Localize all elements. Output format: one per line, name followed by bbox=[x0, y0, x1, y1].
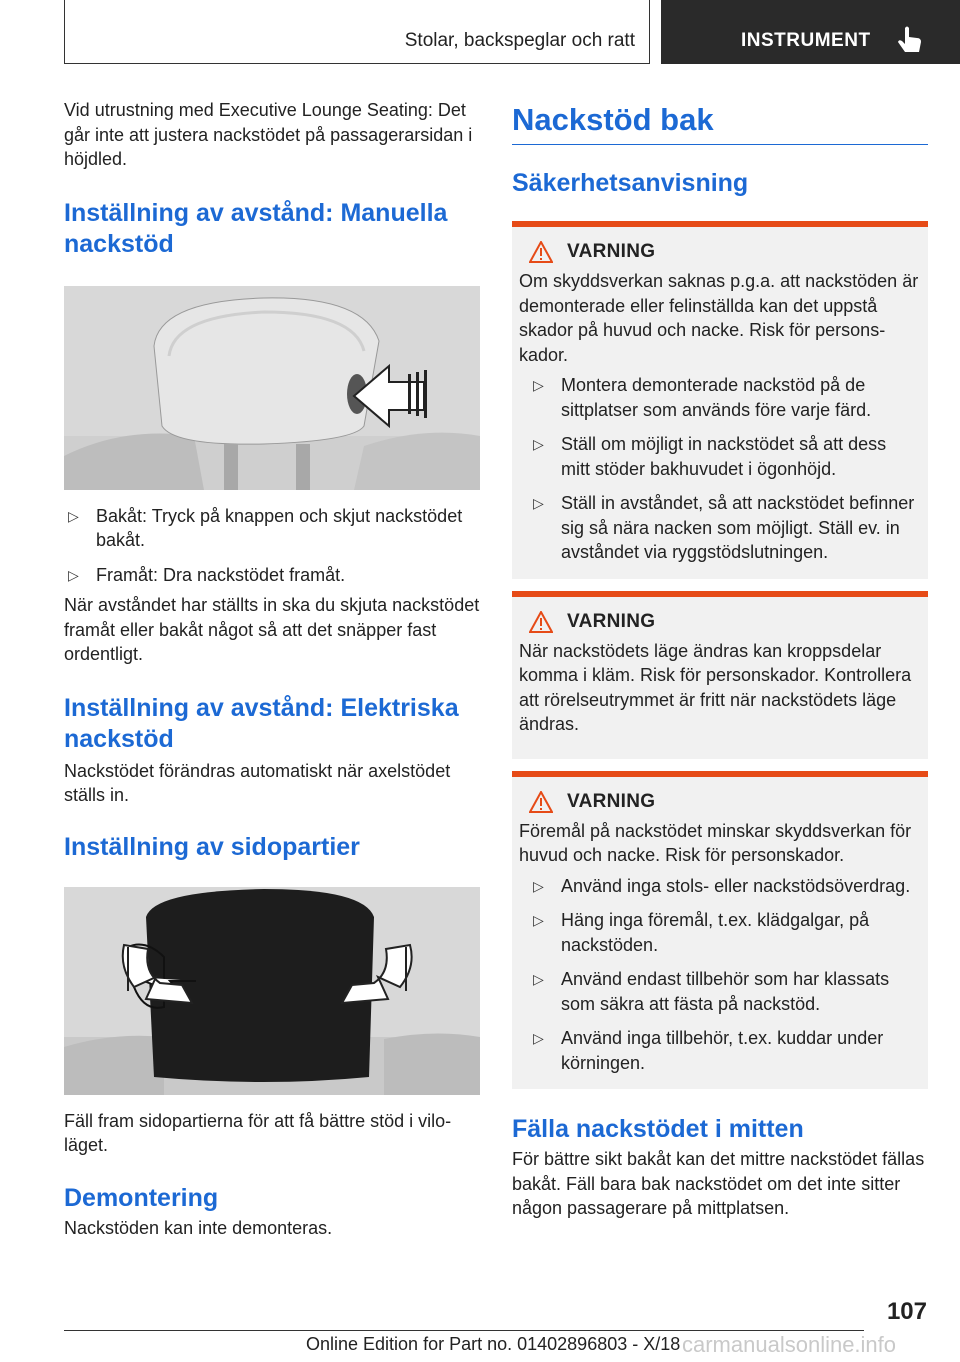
list-item: ▷ Använd inga stols- eller nackstödsöverdrag. bbox=[519, 874, 920, 899]
heading-rear-headrest: Nackstöd bak bbox=[512, 98, 928, 145]
footer-edition: Online Edition for Part no. 01402896803 - X/18 bbox=[306, 1334, 681, 1354]
warning-title: VARNING bbox=[567, 790, 656, 812]
left-column bbox=[64, 98, 484, 1240]
list-item: ▷ Montera demonterade nackstöd på de sittplatser som används före varje färd. bbox=[533, 375, 872, 420]
header-section-title: Stolar, backspeglar och ratt bbox=[404, 30, 635, 51]
warning-triangle-icon bbox=[529, 611, 553, 633]
warning-list bbox=[519, 874, 920, 1076]
warning-title: VARNING bbox=[567, 610, 656, 632]
triangle-bullet-icon: ▷ bbox=[533, 877, 544, 894]
triangle-bullet-icon: ▷ bbox=[533, 436, 544, 452]
electric-paragraph: Nackstödet förändras automatiskt när axelstödet ställs in. bbox=[64, 760, 451, 805]
heading-removal: Demontering bbox=[64, 1183, 219, 1212]
page-number: 107 bbox=[886, 1298, 927, 1325]
list-item: ▷ Bakåt: Tryck på knappen och skjut nackstödet bakåt. bbox=[68, 505, 463, 550]
touch-hand-icon bbox=[893, 24, 927, 58]
warning-header bbox=[519, 611, 920, 633]
heading-side-parts: Inställning av sidopartier bbox=[64, 832, 360, 861]
warning-box bbox=[512, 221, 928, 579]
header-section-box bbox=[64, 0, 650, 64]
list-item: ▷ Använd endast tillbehör som har klassats som säkra att fästa på nackstöd. bbox=[533, 969, 890, 1014]
figure-headrest-button bbox=[64, 286, 480, 490]
warning-triangle-icon bbox=[529, 791, 553, 813]
list-item: ▷ Ställ in avståndet, så att nackstödet befinner sig så nära nacken som möjligt. Ställ ev. in avståndet via ryggstödslutningen. bbox=[533, 493, 915, 562]
warning-text: Föremål på nackstödet minskar skyddsverkan för huvud och nacke. Risk för personskador. bbox=[519, 820, 912, 865]
warning-list bbox=[519, 373, 920, 565]
figure-side-wings bbox=[64, 887, 480, 1095]
triangle-bullet-icon: ▷ bbox=[533, 1030, 544, 1046]
side-parts-paragraph: Fäll fram sidopartierna för att få bättre stöd i viloläget. bbox=[64, 1110, 452, 1155]
footer-divider bbox=[64, 1330, 864, 1331]
header-chapter-tab[interactable] bbox=[661, 0, 960, 64]
triangle-bullet-icon: ▷ bbox=[68, 566, 79, 583]
list-item: ▷ Använd inga tillbehör, t.ex. kuddar under körningen. bbox=[533, 1028, 884, 1073]
manual-after-paragraph: När avståndet har ställts in ska du skjuta nackstödet framåt eller bakåt något så att det snäpper fast ordentligt. bbox=[64, 595, 480, 664]
heading-manual-headrest: Inställning av avstånd: Manuella nackstöd bbox=[64, 198, 448, 258]
header-chapter-label: INSTRUMENT bbox=[741, 30, 871, 51]
intro-paragraph: Vid utrustning med Executive Lounge Seating: Det går inte att justera nackstödet på passagerarsidan i höjdled. bbox=[64, 100, 473, 169]
list-item: ▷ Ställ om möjligt in nackstödet så att dess mitt stöder bakhuvudet i ögonhöjd. bbox=[533, 434, 887, 479]
footer-watermark: carmanualsonline.info bbox=[682, 1332, 897, 1357]
fold-paragraph: För bättre sikt bakåt kan det mittre nackstödet fällas bakåt. Fäll bara bak nackstödet om det inte sitter någon passagerare på mittplatsen. bbox=[512, 1149, 925, 1218]
list-item: ▷ Häng inga föremål, t.ex. klädgalgar, på nackstöden. bbox=[533, 910, 870, 955]
triangle-bullet-icon: ▷ bbox=[533, 495, 544, 511]
right-column bbox=[512, 98, 928, 1221]
warning-triangle-icon bbox=[529, 241, 553, 263]
heading-fold-middle: Fälla nackstödet i mitten bbox=[512, 1115, 804, 1143]
warning-text: Om skyddsverkan saknas p.g.a. att nackstöden är demonterade eller felinställda kan det uppstå skador på huvud och nacke. Risk för personskador. bbox=[519, 271, 919, 365]
heading-electric-headrest: Inställning av avstånd: Elektriska nackstöd bbox=[64, 693, 459, 753]
heading-safety: Säkerhetsanvisning bbox=[512, 169, 749, 197]
warning-box bbox=[512, 591, 928, 759]
triangle-bullet-icon: ▷ bbox=[68, 507, 79, 524]
manual-steps-list bbox=[64, 504, 484, 588]
warning-header bbox=[519, 241, 920, 263]
warning-title: VARNING bbox=[567, 241, 656, 262]
list-item: ▷ Framåt: Dra nackstödet framåt. bbox=[64, 563, 484, 588]
triangle-bullet-icon: ▷ bbox=[533, 971, 544, 987]
removal-paragraph: Nackstöden kan inte demonteras. bbox=[64, 1217, 333, 1238]
triangle-bullet-icon: ▷ bbox=[533, 912, 544, 928]
warning-box bbox=[512, 771, 928, 1090]
triangle-bullet-icon: ▷ bbox=[533, 377, 544, 393]
warning-text: När nackstödets läge ändras kan kroppsdelar komma i kläm. Risk för personskador. Kontrollera att rörelseutrymmet är fritt när nackstödets läge ändras. bbox=[519, 640, 912, 734]
warning-header bbox=[519, 791, 920, 813]
